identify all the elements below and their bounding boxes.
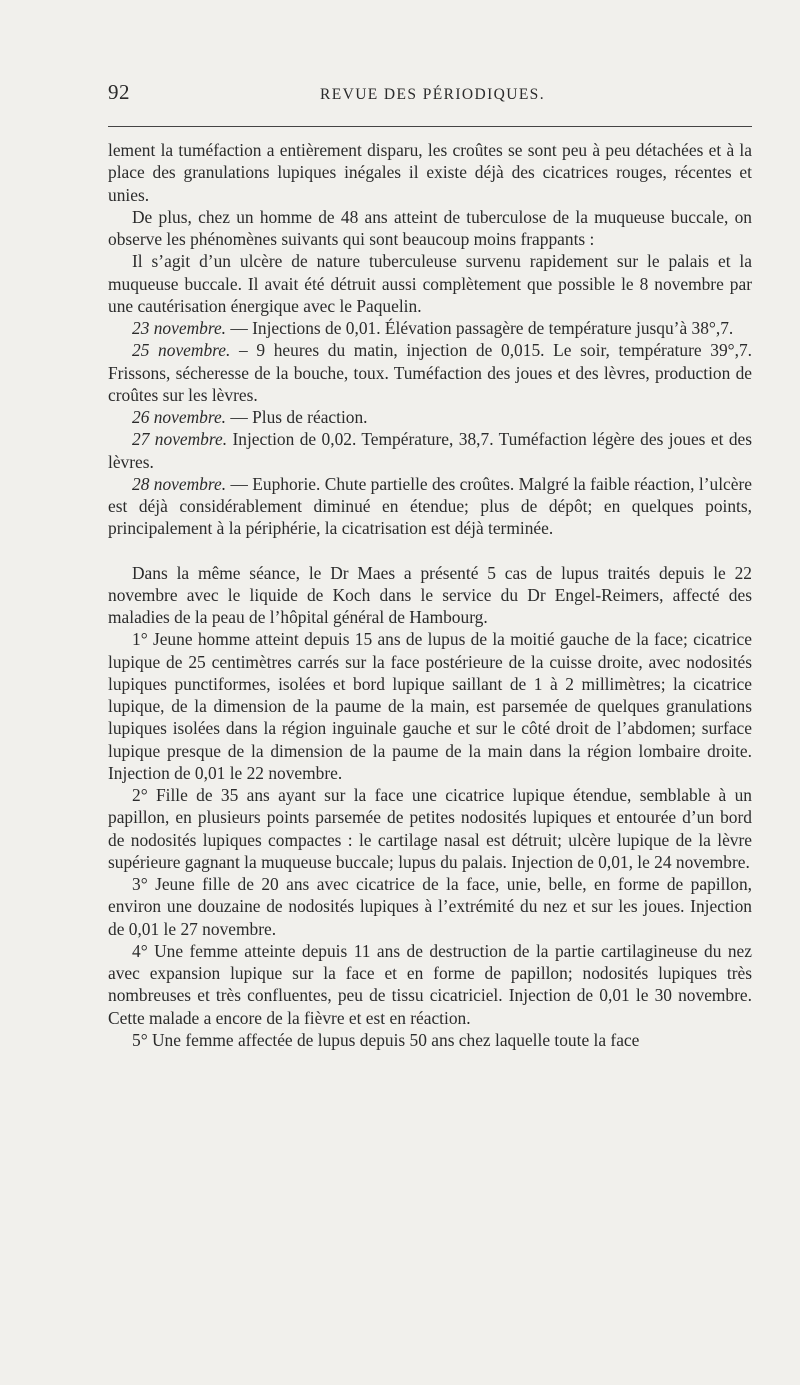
paragraph-text: De plus, chez un homme de 48 ans atteint de tuberculose de la muqueuse buccale, on observe les phénomènes suivants qui sont beaucoup moins frappants : [108, 206, 752, 249]
article-body [108, 139, 752, 1051]
entry-text: – 9 heures du matin, injection de 0,015. Le soir, température 39°,7. Frissons, sécheresse de la bouche, toux. Tuméfaction des joues et des lèvres, production de croûtes sur les lèvres. [108, 340, 752, 405]
page-header [108, 80, 752, 120]
paragraph-text: Il s’agit d’un ulcère de nature tuberculeuse survenu rapidement sur le palais et la muqueuse buccale. Il avait été détruit aussi complètement que possible le 8 novembre par une cautérisation énergique avec le Paquelin. [108, 251, 752, 316]
entry-text: Injection de 0,02. Température, 38,7. Tuméfaction légère des joues et des lèvres. [108, 429, 752, 472]
case-item [108, 1029, 752, 1051]
entry-date: 28 novembre. [132, 473, 227, 494]
entry-text: — Plus de réaction. [226, 407, 368, 427]
case-item [108, 940, 752, 1029]
paragraph [108, 562, 752, 629]
dated-entry [108, 317, 752, 339]
paragraph-text: 3° Jeune fille de 20 ans avec cicatrice de la face, unie, belle, en forme de papillon, environ une douzaine de nodosités lupiques à l’extrémité du nez et sur les joues. Injection de 0,01 le 27 novembre. [108, 874, 752, 939]
entry-text: — Injections de 0,01. Élévation passagère de température jusqu’à 38°,7. [226, 318, 734, 338]
running-title: REVUE DES PÉRIODIQUES. [320, 86, 545, 103]
entry-date: 23 novembre. [132, 318, 227, 338]
paragraph [108, 206, 752, 251]
paragraph-text: 5° Une femme affectée de lupus depuis 50 ans chez laquelle toute la face [132, 1029, 640, 1050]
paragraph-text: 1° Jeune homme atteint depuis 15 ans de lupus de la moitié gauche de la face; cicatrice lupique de 25 centimètres carrés sur la face postérieure de la cuisse droite, avec nodosités lupiques punctiformes, isolées et bord lupique saillant de 1 à 2 millimètres; la cicatrice lupique, de la dimension de la paume de la main, est parsemée de quelques granulations lupiques isolées dans la région inguinale gauche et sur le côté droit de l’abdomen; surface lupique presque de la dimension de la paume de la main dans la région lombaire droite. Injection de 0,01 le 22 novembre. [108, 629, 752, 783]
entry-date: 25 novembre. [132, 340, 231, 361]
dated-entry [108, 473, 752, 540]
paragraph-text: lement la tuméfaction a entièrement disparu, les croûtes se sont peu à peu détachées et à la place des granulations lupiques inégales il existe déjà des cicatrices rouges, récentes et unies. [108, 140, 752, 205]
paragraph [108, 250, 752, 317]
header-rule [108, 126, 752, 127]
paragraph-text: 2° Fille de 35 ans ayant sur la face une cicatrice lupique étendue, semblable à un papillon, en plusieurs points parsemée de petites nodosités lupiques et entourée d’un bord de nodosités lupiques compactes : le cartilage nasal est détruit; ulcère lupique de la lèvre supérieure gagnant la muqueuse buccale; lupus du palais. Injection de 0,01, le 24 novembre. [108, 785, 752, 872]
dated-entry [108, 339, 752, 406]
case-item [108, 784, 752, 873]
dated-entry [108, 406, 752, 428]
entry-text: — Euphorie. Chute partielle des croûtes. Malgré la faible réaction, l’ulcère est déjà considérablement diminué en étendue; plus de dépôt; en quelques points, principalement à la périphérie, la cicatrisation est déjà terminée. [108, 473, 752, 539]
paragraph-text: Dans la même séance, le Dr Maes a présenté 5 cas de lupus traités depuis le 22 novembre avec le liquide de Koch dans le service du Dr Engel-Reimers, affecté des maladies de la peau de l’hôpital général de Hambourg. [108, 562, 752, 627]
paragraph-text: 4° Une femme atteinte depuis 11 ans de destruction de la partie cartilagineuse du nez avec expansion lupique sur la face et en forme de papillon; nodosités lupiques très nombreuses et très confluentes, peu de tissu cicatriciel. Injection de 0,01 le 30 novembre. Cette malade a encore de la fièvre et est en réaction. [108, 940, 752, 1028]
case-item [108, 873, 752, 940]
page-number: 92 [108, 80, 130, 104]
entry-date: 27 novembre. [132, 429, 228, 450]
dated-entry [108, 428, 752, 473]
paragraph-continuation [108, 139, 752, 206]
case-item [108, 628, 752, 784]
entry-date: 26 novembre. [132, 407, 227, 427]
